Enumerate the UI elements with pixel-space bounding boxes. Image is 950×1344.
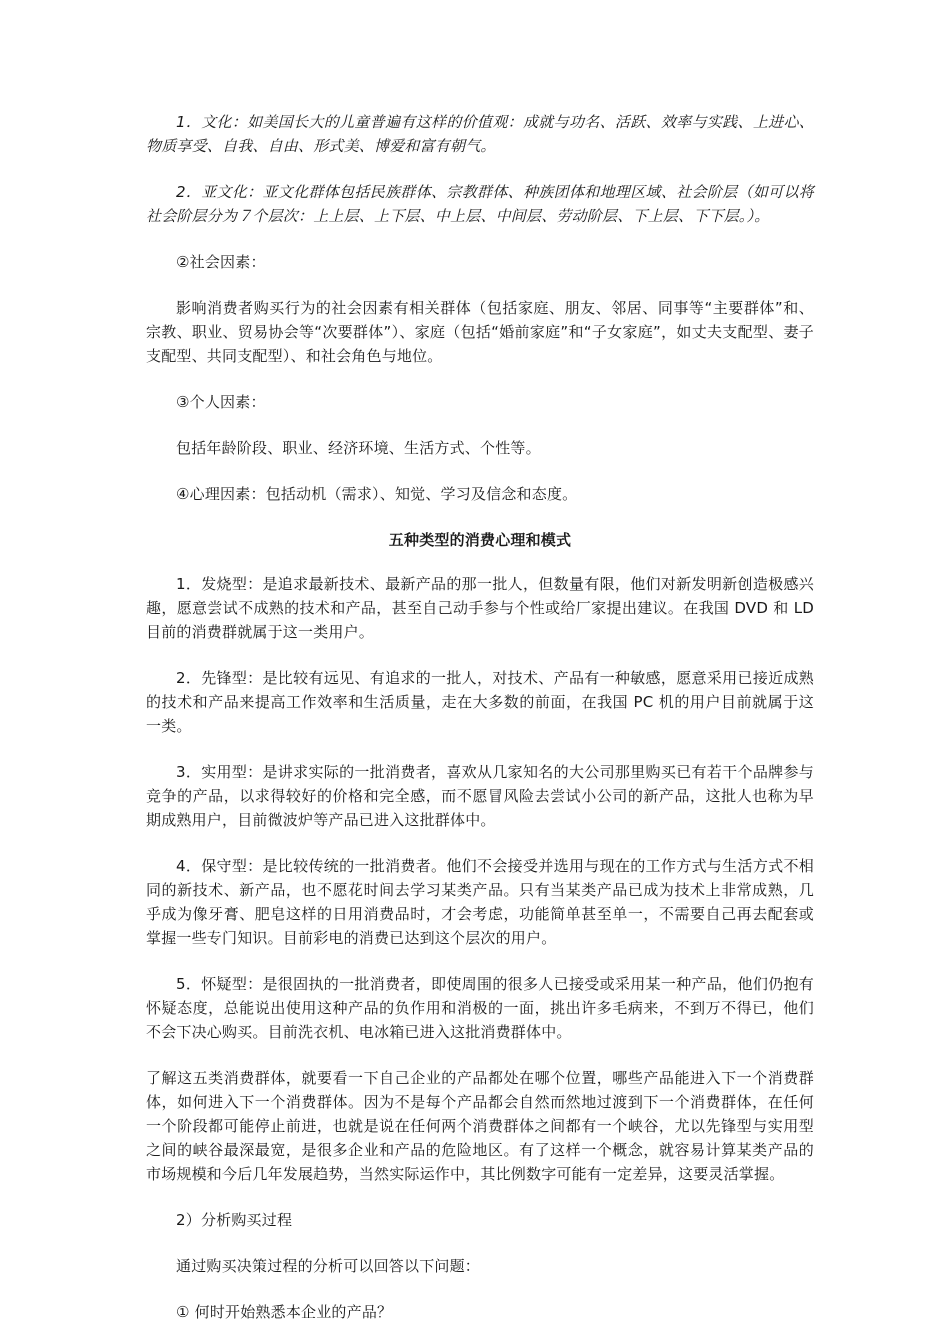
paragraph-psychological-factors: ④心理因素：包括动机（需求）、知觉、学习及信念和态度。 [176,485,578,503]
paragraph-personal-factors: 包括年龄阶段、职业、经济环境、生活方式、个性等。 [176,439,541,457]
paragraph-pioneer-type: 2．先锋型：是比较有远见、有追求的一批人，对技术、产品有一种敏感，愿意采用已接近成熟的技术和产品来提高工作效率和生活质量，走在大多数的前面，在我国 PC 机的用户目前就属于这一类。 [146,669,814,735]
paragraph-subculture: 2．亚文化：亚文化群体包括民族群体、宗教群体、种族团体和地理区域、社会阶层（如可以将社会阶层分为７个层次：上上层、上下层、中上层、中间层、劳动阶层、下上层、下下层。）。 [146,183,814,225]
paragraph-skeptic-type: 5．怀疑型：是很固执的一批消费者，即使周围的很多人已接受或采用某一种产品，他们仍抱有怀疑态度，总能说出使用这种产品的负作用和消极的一面，挑出许多毛病来，不到万不得已，他们不会下决心购买。目前洗衣机、电冰箱已进入这批消费群体中。 [146,975,814,1041]
paragraph-purchase-process-intro: 通过购买决策过程的分析可以回答以下问题： [176,1257,481,1275]
paragraph-practical-type: 3．实用型：是讲求实际的一批消费者，喜欢从几家知名的大公司那里购买已有若干个品牌参与竞争的产品，以求得较好的价格和完全感，而不愿冒风险去尝试小公司的新产品，这批人也称为早期成熟用户，目前微波炉等产品已进入这批群体中。 [146,763,814,829]
document-page [146,110,814,1324]
paragraph-personal-factors-title: ③个人因素： [176,393,266,411]
paragraph-purchase-process-title: 2）分析购买过程 [176,1211,293,1229]
paragraph-culture: 1．文化：如美国长大的儿童普遍有这样的价值观：成就与功名、活跃、效率与实践、上进心、物质享受、自我、自由、形式美、博爱和富有朝气。 [146,113,814,155]
section-heading: 五种类型的消费心理和模式 [388,531,572,549]
paragraph-social-factors: 影响消费者购买行为的社会因素有相关群体（包括家庭、朋友、邻居、同事等“主要群体”和、宗教、职业、贸易协会等“次要群体”）、家庭（包括“婚前家庭”和“子女家庭”，如丈夫支配型、妻子支配型、共同支配型）、和社会角色与地位。 [146,299,814,365]
paragraph-summary: 了解这五类消费群体，就要看一下自己企业的产品都处在哪个位置，哪些产品能进入下一个消费群体，如何进入下一个消费群体。因为不是每个产品都会自然而然地过渡到下一个消费群体，在任何一个阶段都可能停止前进，也就是说在任何两个消费群体之间都有一个峡谷，尤以先锋型与实用型之间的峡谷最深最宽，是很多企业和产品的危险地区。有了这样一个概念，就容易计算某类产品的市场规模和今后几年发展趋势，当然实际运作中，其比例数字可能有一定差异，这要灵活掌握。 [146,1069,814,1183]
paragraph-enthusiast-type: 1．发烧型：是追求最新技术、最新产品的那一批人，但数量有限，他们对新发明新创造极感兴趣，愿意尝试不成熟的技术和产品，甚至自己动手参与个性或给厂家提出建议。在我国 DVD 和 LD 目前的消费群就属于这一类用户。 [146,575,814,641]
paragraph-conservative-type: 4．保守型：是比较传统的一批消费者。他们不会接受并选用与现在的工作方式与生活方式不相同的新技术、新产品，也不愿花时间去学习某类产品。只有当某类产品已成为技术上非常成熟，几乎成为像牙膏、肥皂这样的日用消费品时，才会考虑，功能简单甚至单一，不需要自己再去配套或掌握一些专门知识。目前彩电的消费已达到这个层次的用户。 [146,857,814,947]
paragraph-social-factors-title: ②社会因素： [176,253,266,271]
paragraph-question-1: ① 何时开始熟悉本企业的产品？ [176,1303,393,1321]
